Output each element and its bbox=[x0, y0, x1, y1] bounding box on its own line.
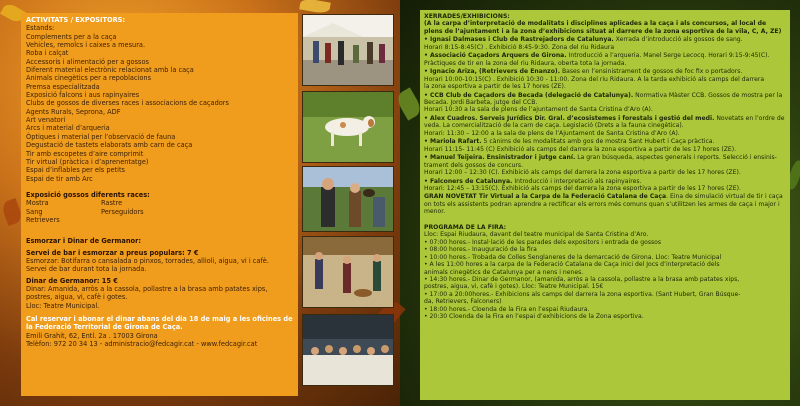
novetat-notice: GRAN NOVETAT Tir Virtual a la Carpa de la Federació Catalana de Caça. Eina de simulació virtual de tir i caça on tots els assistents podran aprendre a rectificar els errors més comuns quan s’utilitzen les armes de caça i major i menor. bbox=[424, 193, 783, 216]
dinner-line: Lloc: Teatre Municipal. bbox=[26, 301, 100, 310]
photo-falconry bbox=[302, 166, 394, 232]
activities-title: ACTIVITATS / EXPOSITORS: bbox=[26, 16, 126, 24]
talks-intro: (A la carpa d’interpretació de modalitats i disciplines aplicades a la caça i als concursos, al local de plens de l’ajuntament i a la zona d’exhibicions situat al darrere de la zona esportiva de la vila, C, A, ZE) bbox=[424, 20, 782, 35]
talks-panel bbox=[420, 10, 790, 400]
list-item: Roba i calçat bbox=[26, 49, 69, 58]
list-item: Tir amb escopetes d’aire comprimit bbox=[26, 149, 144, 158]
list-item: Clubs de gossos de diverses races i associacions de caçadors bbox=[26, 99, 229, 108]
list-item: animals cinegètics de Catalunya per a nens i nenes. bbox=[424, 268, 584, 276]
stands-list bbox=[26, 33, 293, 183]
list-item: Espai d’inflables per els petits bbox=[26, 166, 125, 175]
list-item: Complements per a la caça bbox=[26, 32, 117, 41]
dinner-line: postres, aigua, vi, cafè i gotes. bbox=[26, 293, 128, 302]
bar-line: Esmorzar: Botifarra o cansalada o pinxos, torrades, allioli, aigua, vi i cafè. bbox=[26, 256, 269, 265]
dog-breed: Sang bbox=[26, 207, 43, 216]
list-item: Agents Rurals, Seprona, ADF bbox=[26, 107, 121, 116]
list-item: Òptiques i material per l’observació de fauna bbox=[26, 132, 176, 141]
photo-dinner-hall bbox=[302, 314, 394, 386]
talk-item: • Associació Caçadors Arquers de Girona. Introducció a l’arqueria. Manel Serge Lecocq. Horari 9:15-9:45(C). Pràctiques de tir en la zona del riu Ridaura, oberta tota la jornada. bbox=[424, 52, 770, 67]
list-item: Degustació de tastets elaborats amb carn de caça bbox=[26, 141, 193, 150]
dog-breed: Perseguidors bbox=[101, 207, 144, 216]
list-item: • 20:30 Cloenda de la Fira en l’espai d’exhibicions de la Zona esportiva. bbox=[424, 313, 644, 321]
photo-pointer-dog bbox=[302, 91, 394, 163]
list-item: Vehicles, remolcs i caixes a mesura. bbox=[26, 41, 146, 50]
list-item: Art venatori bbox=[26, 116, 66, 125]
talk-item: • Alex Cuadros. Serveis Jurídics Dir. Gral. d’ecosistemes i forestals i gestió del medi. Novetats en l’ordre de veda. La comercialització de la carn de caça. Legislació (Drets a la fauna cinegètica). Horari: 11:30 – 12:00 a la sala de plens de l’Ajuntament de Santa Cristina d’Aro (A). bbox=[424, 114, 785, 137]
list-item: Accessoris i alimentació per a gossos bbox=[26, 57, 149, 66]
dog-breeds bbox=[26, 199, 176, 224]
activities-panel bbox=[21, 13, 298, 396]
list-item: Exposició falcons i aus rapinyaires bbox=[26, 91, 140, 100]
meal-title: Esmorzar i Dinar de Germanor: bbox=[26, 237, 141, 246]
list-item: • 07:00 hores.- Instal·lació de les parades dels expositors i entrada de gossos bbox=[424, 238, 662, 246]
list-item: Diferent material electrònic relacionat amb la caça bbox=[26, 66, 194, 75]
list-item: Animals cinegètics per a repoblacions bbox=[26, 74, 152, 83]
talk-item: • CCB Club de Caçadors de Becada (delegació de Catalunya). Normativa Màster CCB. Gossos de mostra per la Becada. Jordi Barbeta, jutge del CCB. Horari 10:30 a la sala de plens de l’ajuntament de Santa Cristina d’Aro (A). bbox=[424, 91, 783, 114]
dog-breed: Mostra bbox=[26, 199, 49, 208]
list-item: Espai de tir amb Arc bbox=[26, 174, 93, 183]
talks-title: XERRADES/EXHIBICIONS: bbox=[424, 13, 510, 20]
list-item: • 18:00 hores.- Cloenda de la Fira en l’espai Riudaura. bbox=[424, 305, 590, 313]
photo-dog-show bbox=[302, 236, 394, 308]
dogs-title: Exposició gossos diferents races: bbox=[26, 190, 150, 199]
bar-line: Servei de bar durant tota la jornada. bbox=[26, 265, 147, 274]
list-item: • A les 11:00 hores a la carpa de la Federació Catalana de Caça inici del Jocs d’interpretació dels bbox=[424, 261, 720, 269]
talk-item: • Manuel Teijeira. Ensinistrador i jutge caní. La gran búsqueda, aspectes generals i reports. Selecció i ensinis- trament dels gossos de concurs. Horari 12:00 – 12:30 (C). Exhibició als camps del darrera la zona esportiva a partir de les 17 hores (ZE). bbox=[424, 154, 777, 177]
program-list bbox=[424, 239, 786, 321]
dinner-title: Dinar de Germanor: 15 € bbox=[26, 276, 118, 285]
program-venue: Lloc: Espai Riudaura, davant del teatre municipal de Santa Cristina d’Aro. bbox=[424, 231, 649, 239]
list-item: • 14:30 hores.- Dinar de Germanor, (amanida, arròs a la cassola, pollastre a la brasa amb patates xips, bbox=[424, 275, 740, 283]
list-item: Arcs i material d’arqueria bbox=[26, 124, 110, 133]
list-item: da, Retrievers, Falconers) bbox=[424, 298, 502, 306]
list-item: • 17:00 a 20:00hores.- Exhibicions als camps del darrera la zona esportiva. (Sant Hubert, Gran Búsque- bbox=[424, 290, 741, 298]
photo-fair-stands bbox=[302, 14, 394, 86]
payment-notice: Cal reservar i abonar el dinar abans del dia 18 de maig a les oficines de la Federació Territorial de Girona de Caça. bbox=[26, 315, 293, 332]
bar-title: Servei de bar i esmorzar a preus populars: 7 € bbox=[26, 248, 199, 257]
list-item: Premsa especialitzada bbox=[26, 82, 100, 91]
list-item: Tir virtual (pràctica i d’aprenentatge) bbox=[26, 157, 149, 166]
list-item: postres, aigua, vi, cafè i gotes). Lloc: Teatre Municipal. 15€ bbox=[424, 283, 604, 291]
stands-heading: Estands: bbox=[26, 24, 55, 33]
talk-item: • Falconers de Catalunya. Introducció i interpretació als rapinyaires. Horari: 12:45 – 13:15(C). Exhibició als camps del darrera la zona esportiva a partir de les 17 hores (ZE). bbox=[424, 177, 741, 192]
program-title: PROGRAMA DE LA FIRA: bbox=[424, 223, 507, 231]
dog-breed: Retrievers bbox=[26, 215, 60, 224]
talk-item: • Mariola Rafart. 5 cànims de les modalitats amb gos de mostra Sant Hubert i Caça pràctica. Horari 11:15- 11:45 (C) Exhibició als camps del darrera la zona esportiva a partir de les 17 hores (ZE). bbox=[424, 138, 737, 153]
dog-breed: Rastre bbox=[101, 199, 123, 208]
talk-item: • Ignacio Ariza, (Retrievers de Enanzo). Bases en l’ensinistrament de gossos de foc fix o portadors. Horari 10:00-10:15(C) . Exhibició 10:30 - 11:00. Zona del riu Ridaura. A la tarda exhibició als camps del darrera la zona esportiva a partir de les 17 hores (ZE). bbox=[424, 68, 765, 91]
talk-item: • Ignasi Dalmases i Club de Rastrejadors de Catalunya. Xerrada d’introducció als gossos de sang. Horari 8:15-8:45(C) . Exhibició 8:45-9:30. Zona del riu Ridaura bbox=[424, 36, 743, 51]
contact-line: Telèfon: 972 20 34 13 - administracio@fedcagir.cat - www.fedcagir.cat bbox=[26, 340, 258, 349]
list-item: • 08:00 hores.- Inauguració de la fira bbox=[424, 246, 537, 254]
list-item: • 10:00 hores.- Trobada de Colles Senglaneres de la demarcació de Girona. Lloc: Teatre Municipal bbox=[424, 253, 722, 261]
dinner-line: Dinar: Amanida, arròs a la cassola, pollastre a la brasa amb patates xips, bbox=[26, 284, 268, 293]
address: Emili Grahit, 62, Entl. 2a . 17003 Girona bbox=[26, 331, 158, 340]
